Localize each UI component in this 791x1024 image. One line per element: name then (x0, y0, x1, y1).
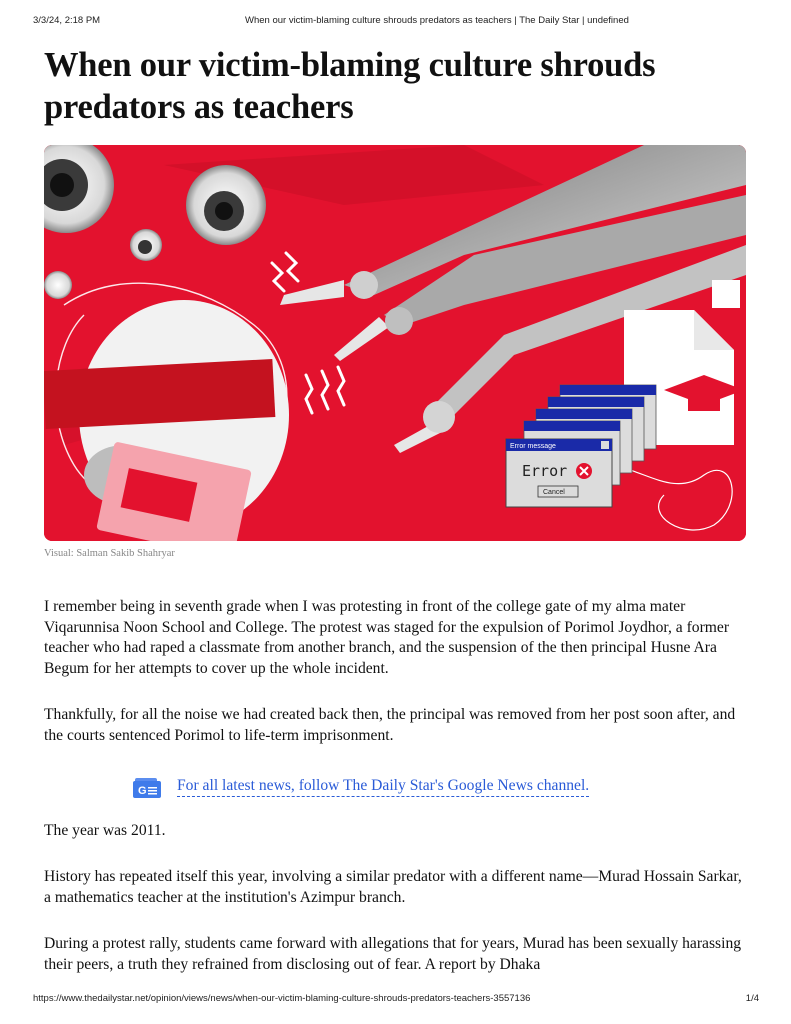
article-paragraph: During a protest rally, students came forward with allegations that for years, Murad has been sexually harassing their peers, a truth they refrained from disclosing out of fear. A report by Dhaka (44, 935, 742, 973)
google-news-follow[interactable] (133, 776, 653, 800)
print-header (33, 15, 751, 29)
error-text: Error (522, 462, 568, 480)
print-url: https://www.thedailystar.net/opinion/views/news/when-our-victim-blaming-culture-shrouds-predators-teachers-3557136 (33, 993, 531, 1004)
error-cancel-label: Cancel (543, 489, 565, 496)
article-paragraph: I remember being in seventh grade when I was protesting in front of the college gate of my alma mater Viqarunnisa Noon School and College. The protest was staged for the expulsion of Porimol Joydhor, a former teacher who had raped a classmate from another branch, and the suspension of the then principal Husne Ara Begum for her attempts to cover up the whole incident. (44, 598, 730, 677)
article-hero-image (44, 145, 746, 541)
google-news-icon (133, 778, 161, 798)
svg-text:G: G (138, 785, 147, 797)
page-number: 1/4 (745, 993, 759, 1004)
error-dialog-title: Error message (510, 443, 556, 450)
article-headline: When our victim-blaming culture shrouds predators as teachers (44, 46, 656, 126)
print-footer (33, 993, 759, 1007)
google-news-link[interactable]: For all latest news, follow The Daily Star's Google News channel. (177, 776, 589, 797)
image-caption: Visual: Salman Sakib Shahryar (44, 548, 175, 559)
print-datetime: 3/3/24, 2:18 PM (33, 15, 101, 26)
hero-illustration (44, 145, 746, 541)
article-paragraph: The year was 2011. (44, 822, 166, 839)
article-paragraph: History has repeated itself this year, involving a similar predator with a different name—Murad Hossain Sarkar, a mathematics teacher at the institution's Azimpur branch. (44, 868, 742, 906)
print-document-title: When our victim-blaming culture shrouds predators as teachers | The Daily Star | undefined (245, 15, 629, 26)
article-paragraph: Thankfully, for all the noise we had created back then, the principal was removed from her post soon after, and the courts sentenced Porimol to life-term imprisonment. (44, 706, 736, 744)
